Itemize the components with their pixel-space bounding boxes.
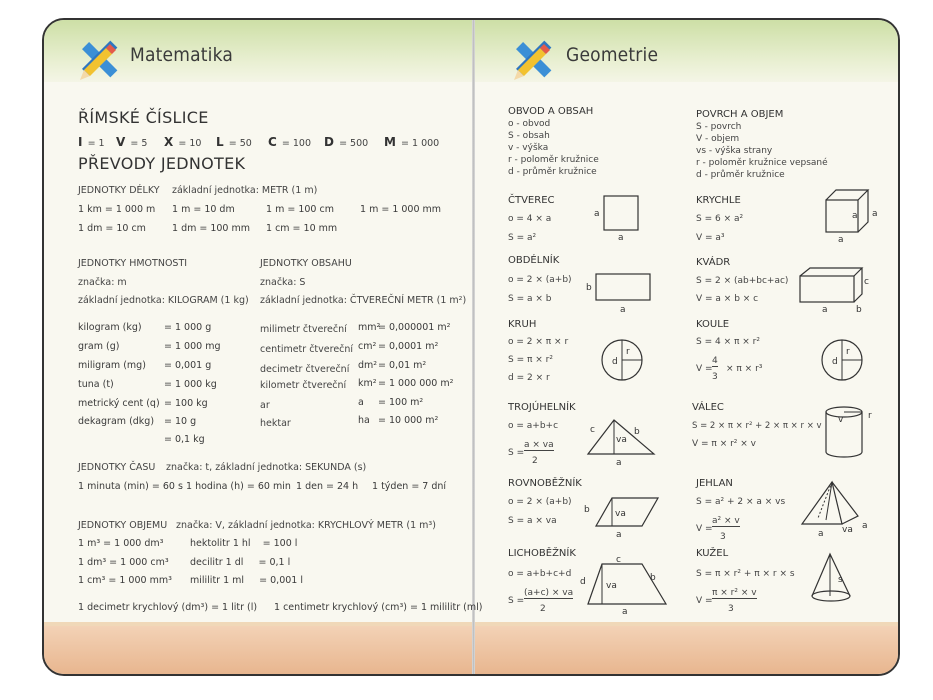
- triangle-diagram: [584, 416, 660, 468]
- svg-text:a: a: [618, 233, 624, 243]
- book-spine: [472, 20, 475, 674]
- svg-text:a: a: [594, 209, 600, 219]
- volume-label: JEDNOTKY OBJEMU: [78, 520, 168, 531]
- svg-text:a: a: [620, 305, 626, 315]
- circle-diagram: [600, 338, 646, 384]
- svg-text:c: c: [616, 555, 621, 565]
- right-footer-band: [473, 626, 900, 674]
- svg-text:b: b: [586, 283, 592, 293]
- svg-text:r: r: [846, 347, 850, 357]
- svg-text:a: a: [818, 529, 824, 539]
- svg-text:va: va: [606, 581, 617, 591]
- length-label: JEDNOTKY DÉLKY: [78, 185, 160, 196]
- ruler-pencil-icon: [76, 36, 122, 82]
- svg-text:c: c: [590, 425, 595, 435]
- svg-text:b: b: [856, 305, 862, 315]
- svg-text:a: a: [822, 305, 828, 315]
- roman-row: I = 1 V = 5 X = 10 L = 50 C = 100 D = 500 M = 1 000: [78, 135, 440, 149]
- svg-text:s: s: [838, 575, 843, 585]
- svg-text:b: b: [650, 573, 656, 583]
- time-label: JEDNOTKY ČASU: [78, 462, 156, 473]
- svg-text:a: a: [862, 521, 868, 531]
- page-title: Matematika: [130, 44, 234, 66]
- page-title: Geometrie: [566, 44, 659, 66]
- left-footer-band: [44, 626, 473, 674]
- svg-text:va: va: [615, 509, 626, 519]
- pyramid-diagram: [798, 480, 868, 538]
- time-base: značka: t, základní jednotka: SEKUNDA (s): [166, 462, 367, 473]
- cuboid-diagram: [796, 264, 876, 314]
- svg-text:c: c: [864, 277, 869, 287]
- svg-text:b: b: [584, 505, 590, 515]
- svg-text:a: a: [616, 530, 622, 540]
- svg-text:v: v: [838, 415, 844, 425]
- svg-text:b: b: [634, 427, 640, 437]
- parallelogram-diagram: [582, 494, 662, 540]
- sphere-diagram: [820, 338, 866, 384]
- length-base: základní jednotka: METR (1 m): [172, 185, 318, 196]
- svg-text:a: a: [838, 235, 844, 245]
- square-diagram: [590, 192, 650, 242]
- trapezoid-diagram: [580, 554, 672, 617]
- svg-text:d: d: [612, 357, 618, 367]
- svg-text:va: va: [616, 435, 627, 445]
- svg-text:a: a: [616, 458, 622, 468]
- svg-text:a: a: [852, 211, 858, 221]
- svg-text:a: a: [872, 209, 878, 219]
- ruler-pencil-icon: [510, 36, 556, 82]
- cone-diagram: [806, 552, 858, 610]
- svg-text:d: d: [580, 577, 586, 587]
- svg-text:r: r: [868, 411, 872, 421]
- svg-text:r: r: [626, 347, 630, 357]
- cube-diagram: [818, 186, 878, 244]
- svg-text:d: d: [832, 357, 838, 367]
- conversions-heading: PŘEVODY JEDNOTEK: [78, 154, 246, 173]
- svg-text:a: a: [622, 607, 628, 617]
- mass-label: JEDNOTKY HMOTNOSTI: [78, 258, 188, 269]
- roman-heading: ŘÍMSKÉ ČÍSLICE: [78, 108, 209, 127]
- volume-base: značka: V, základní jednotka: KRYCHLOVÝ METR (1 m³): [176, 520, 436, 531]
- cylinder-diagram: [822, 404, 878, 462]
- rectangle-diagram: [584, 268, 654, 316]
- svg-text:va: va: [842, 525, 853, 535]
- area-label: JEDNOTKY OBSAHU: [260, 258, 352, 269]
